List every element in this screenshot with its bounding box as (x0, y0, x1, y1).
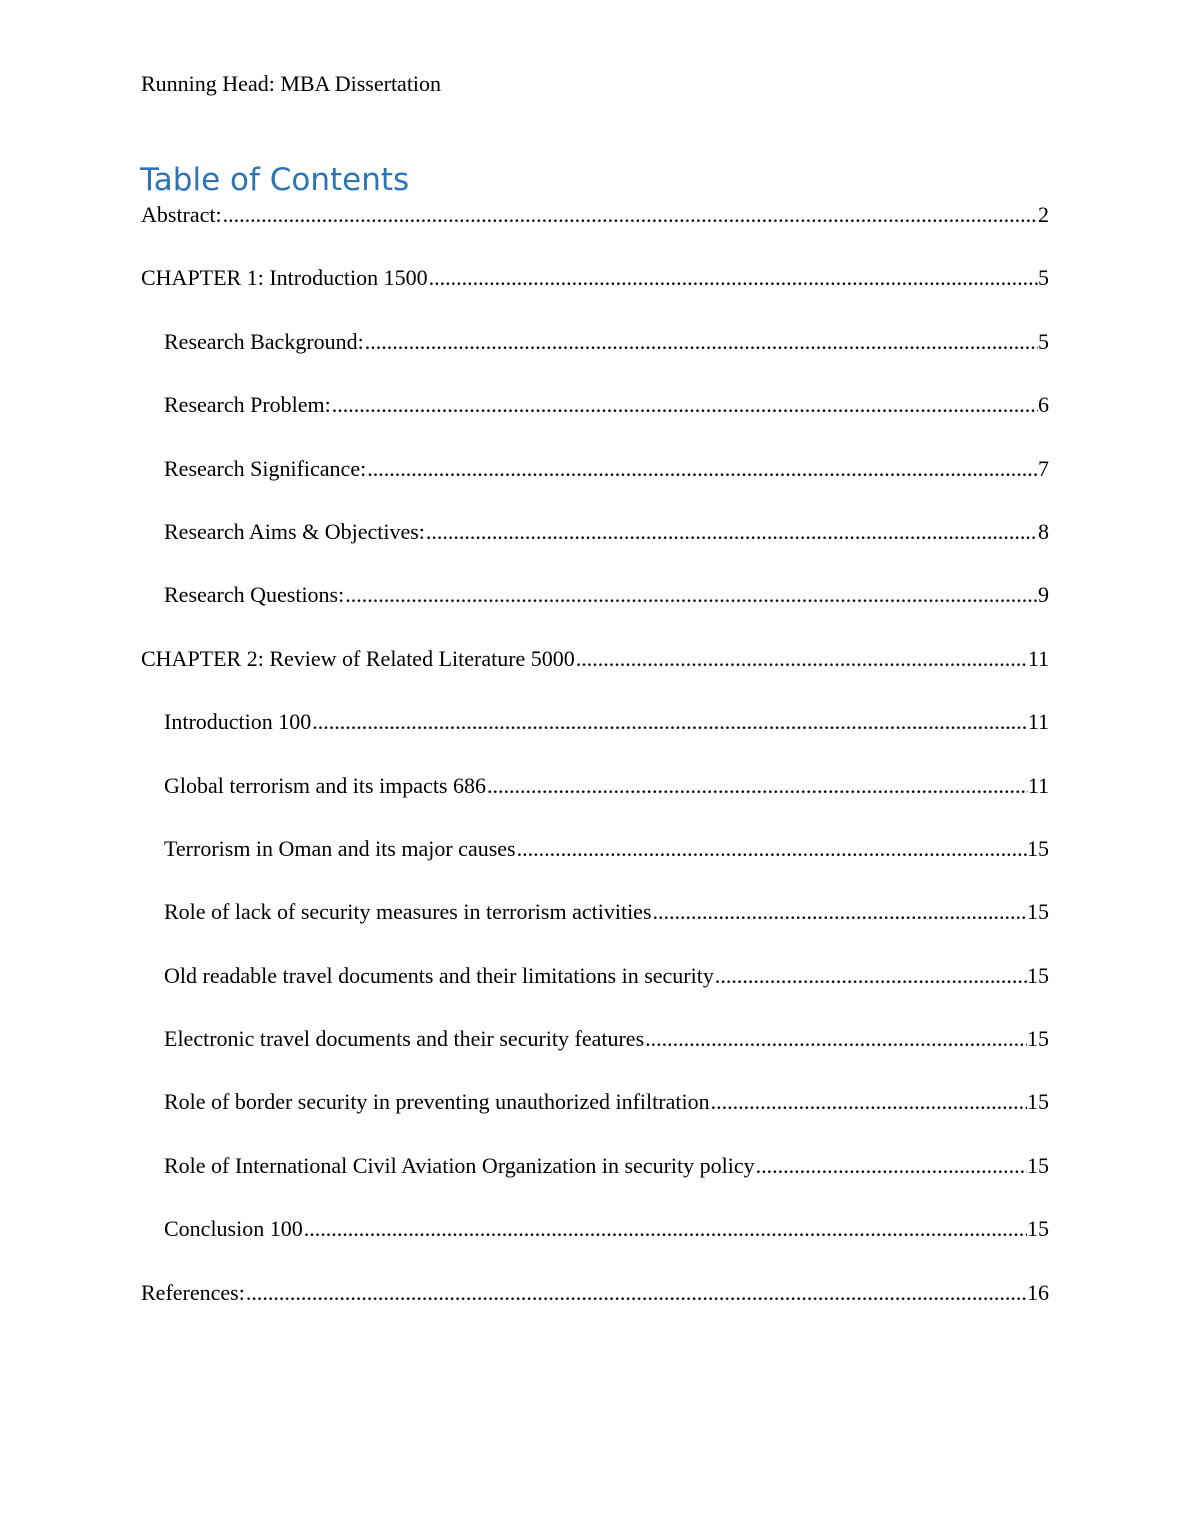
toc-entry-icao[interactable] (141, 1152, 1049, 1180)
toc-entry-research-problem[interactable] (141, 391, 1049, 419)
toc-entry-label: Role of border security in preventing unauthorized infiltration (164, 1089, 710, 1115)
toc-list (141, 201, 1049, 1342)
toc-entry-abstract[interactable] (141, 201, 1049, 229)
toc-page-number: 15 (1027, 1089, 1049, 1115)
running-head: Running Head: MBA Dissertation (141, 71, 442, 96)
toc-entry-old-travel-documents[interactable] (141, 962, 1049, 990)
toc-entry-research-background[interactable] (141, 328, 1049, 356)
toc-dot-leader (365, 328, 1038, 356)
toc-entry-lack-of-security[interactable] (141, 898, 1049, 926)
toc-entry-chapter-2[interactable] (141, 645, 1049, 673)
toc-dot-leader (223, 201, 1038, 229)
toc-entry-label: Conclusion 100 (164, 1216, 303, 1242)
toc-page-number: 11 (1027, 772, 1049, 798)
toc-dot-leader (645, 1025, 1027, 1053)
toc-dot-leader (756, 1152, 1027, 1180)
toc-dot-leader (715, 962, 1027, 990)
toc-page-number: 15 (1027, 899, 1049, 925)
toc-title: Table of Contents (140, 162, 410, 198)
toc-page-number: 2 (1038, 202, 1049, 227)
toc-entry-label: Abstract: (141, 202, 222, 227)
toc-entry-label: Old readable travel documents and their limitations in security (164, 962, 714, 988)
toc-page-number: 11 (1027, 709, 1049, 735)
toc-entry-chapter-1[interactable] (141, 264, 1049, 292)
toc-entry-label: Research Significance: (164, 455, 367, 481)
toc-dot-leader (576, 645, 1028, 673)
toc-dot-leader (487, 772, 1028, 800)
toc-page-number: 11 (1027, 645, 1049, 671)
toc-page-number: 7 (1038, 455, 1049, 481)
toc-entry-terrorism-oman[interactable] (141, 835, 1049, 863)
toc-dot-leader (345, 581, 1038, 609)
toc-page-number: 16 (1027, 1279, 1049, 1305)
toc-dot-leader (312, 708, 1028, 736)
toc-entry-global-terrorism[interactable] (141, 772, 1049, 800)
toc-page-number: 8 (1038, 518, 1049, 544)
toc-entry-research-questions[interactable] (141, 581, 1049, 609)
toc-entry-research-significance[interactable] (141, 455, 1049, 483)
toc-entry-label: Introduction 100 (164, 709, 312, 735)
toc-entry-label: Research Problem: (164, 392, 331, 418)
toc-dot-leader (246, 1279, 1027, 1307)
toc-entry-label: Role of International Civil Aviation Organization in security policy (164, 1152, 755, 1178)
toc-dot-leader (304, 1215, 1027, 1243)
toc-dot-leader (711, 1088, 1027, 1116)
toc-page-number: 5 (1038, 265, 1049, 291)
toc-dot-leader (426, 518, 1038, 546)
toc-entry-introduction[interactable] (141, 708, 1049, 736)
toc-page-number: 15 (1027, 1216, 1049, 1242)
toc-entry-label: Research Background: (164, 328, 364, 354)
toc-page-number: 9 (1038, 582, 1049, 608)
toc-entry-label: Research Aims & Objectives: (164, 518, 425, 544)
toc-page-number: 15 (1027, 962, 1049, 988)
toc-entry-label: Global terrorism and its impacts 686 (164, 772, 486, 798)
toc-entry-conclusion[interactable] (141, 1215, 1049, 1243)
toc-dot-leader (367, 455, 1038, 483)
toc-entry-research-aims[interactable] (141, 518, 1049, 546)
toc-entry-label: CHAPTER 1: Introduction 1500 (141, 265, 428, 291)
toc-entry-label: Research Questions: (164, 582, 345, 608)
toc-page-number: 15 (1027, 835, 1049, 861)
toc-page-number: 15 (1027, 1152, 1049, 1178)
toc-entry-label: Role of lack of security measures in terrorism activities (164, 899, 652, 925)
toc-dot-leader (332, 391, 1038, 419)
toc-entry-label: References: (141, 1279, 245, 1305)
toc-dot-leader (517, 835, 1027, 863)
toc-dot-leader (653, 898, 1027, 926)
toc-entry-label: Electronic travel documents and their security features (164, 1026, 645, 1052)
toc-page-number: 5 (1038, 328, 1049, 354)
toc-page-number: 6 (1038, 392, 1049, 418)
toc-entry-references[interactable] (141, 1279, 1049, 1307)
toc-dot-leader (429, 264, 1038, 292)
toc-entry-label: CHAPTER 2: Review of Related Literature 5000 (141, 645, 575, 671)
toc-page-number: 15 (1027, 1026, 1049, 1052)
toc-entry-label: Terrorism in Oman and its major causes (164, 835, 516, 861)
toc-entry-border-security[interactable] (141, 1088, 1049, 1116)
toc-entry-electronic-travel-documents[interactable] (141, 1025, 1049, 1053)
